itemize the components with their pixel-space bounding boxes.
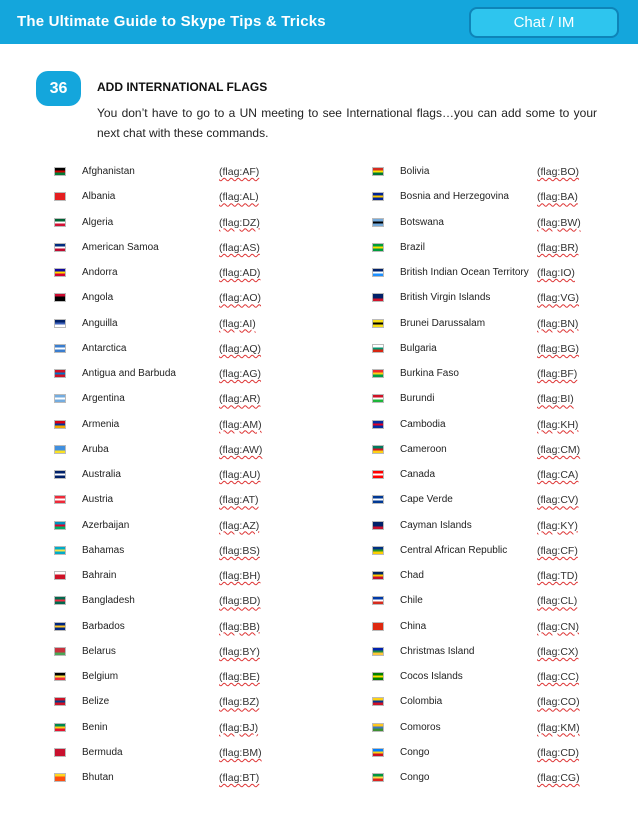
flag-command: (flag:TD) (537, 570, 578, 582)
flag-command: (flag:BZ) (219, 696, 260, 709)
flag-icon (54, 218, 66, 227)
flag-command: (flag:AQ) (219, 342, 262, 355)
flag-icon (54, 596, 66, 605)
flag-icon (372, 394, 384, 403)
country-name: Chile (400, 595, 423, 607)
flag-icon (54, 470, 66, 479)
flag-command: (flag:BT) (219, 772, 260, 784)
flag-command: (flag:AO) (219, 292, 262, 305)
flag-icon (54, 521, 66, 530)
flag-icon (54, 344, 66, 353)
country-name: Central African Republic (400, 544, 508, 556)
flag-command: (flag:BR) (537, 241, 579, 254)
flag-icon (54, 546, 66, 555)
country-name: American Samoa (82, 241, 159, 253)
flag-command: (flag:AZ) (219, 519, 260, 532)
flag-icon (372, 268, 384, 277)
flag-icon (54, 773, 66, 782)
flag-command: (flag:DZ) (219, 216, 260, 229)
flag-command: (flag:AR) (219, 393, 261, 406)
flag-command: (flag:AT) (219, 494, 259, 507)
flag-command: (flag:BN) (537, 317, 579, 330)
flag-command: (flag:BB) (219, 620, 260, 633)
flag-icon (372, 445, 384, 454)
flag-command: (flag:AW) (219, 443, 263, 456)
flag-list-left (54, 166, 294, 803)
flag-command: (flag:AF) (219, 166, 260, 178)
country-name: Christmas Island (400, 645, 475, 657)
flag-command: (flag:BD) (219, 595, 261, 608)
country-name: Colombia (400, 696, 443, 708)
country-name: Cayman Islands (400, 519, 472, 531)
flag-command: (flag:AS) (219, 241, 260, 254)
flag-icon (372, 293, 384, 302)
guide-title: The Ultimate Guide to Skype Tips & Tricks (17, 13, 326, 30)
country-name: Angola (82, 292, 114, 304)
country-name: Benin (82, 721, 108, 733)
flag-icon (372, 571, 384, 580)
country-name: Brazil (400, 241, 426, 253)
flag-icon (54, 243, 66, 252)
flag-command: (flag:BS) (219, 544, 260, 557)
country-name: Bolivia (400, 166, 430, 177)
flag-command: (flag:BH) (219, 570, 261, 582)
country-name: Andorra (82, 267, 118, 278)
flag-icon (372, 773, 384, 782)
flag-command: (flag:BM) (219, 746, 262, 759)
tip-title: ADD INTERNATIONAL FLAGS (97, 80, 268, 94)
flag-icon (54, 495, 66, 504)
country-name: Cape Verde (400, 494, 453, 506)
country-name: Brunei Darussalam (400, 317, 486, 329)
flag-icon (54, 748, 66, 757)
country-name: Armenia (82, 418, 120, 430)
country-name: Bosnia and Herzegovina (400, 191, 509, 203)
flag-icon (372, 243, 384, 252)
flag-icon (372, 369, 384, 378)
country-name: Cocos Islands (400, 671, 463, 682)
flag-command: (flag:KH) (537, 418, 579, 431)
country-name: Bahrain (82, 570, 117, 581)
flag-icon (372, 167, 384, 176)
country-name: Bermuda (82, 746, 123, 758)
flag-icon (54, 723, 66, 732)
flag-command: (flag:BY) (219, 645, 260, 658)
flag-icon (54, 268, 66, 277)
flag-icon (372, 748, 384, 757)
country-name: Aruba (82, 443, 109, 455)
country-name: Argentina (82, 393, 125, 405)
country-name: Austria (82, 494, 114, 506)
flag-icon (372, 672, 384, 681)
flag-icon (372, 622, 384, 631)
country-name: Congo (400, 746, 430, 758)
flag-command: (flag:CF) (537, 544, 578, 557)
flag-icon (54, 420, 66, 429)
country-name: Canada (400, 469, 436, 480)
country-name: Bahamas (82, 544, 125, 556)
flag-icon (372, 420, 384, 429)
country-name: Barbados (82, 620, 125, 632)
flag-icon (54, 167, 66, 176)
country-name: China (400, 620, 427, 632)
flag-icon (54, 319, 66, 328)
flag-icon (54, 697, 66, 706)
flag-command: (flag:BJ) (219, 721, 259, 734)
flag-command: (flag:VG) (537, 292, 580, 305)
flag-icon (54, 571, 66, 580)
page-header (0, 0, 638, 44)
flag-command: (flag:AD) (219, 267, 261, 279)
country-name: Cameroon (400, 443, 447, 455)
country-name: Albania (82, 191, 116, 203)
flag-icon (54, 394, 66, 403)
country-name: Burundi (400, 393, 435, 405)
country-name: Belgium (82, 671, 119, 682)
flag-icon (372, 521, 384, 530)
flag-command: (flag:AI) (219, 317, 256, 330)
country-name: Azerbaijan (82, 519, 130, 531)
flag-icon (372, 192, 384, 201)
flag-icon (54, 672, 66, 681)
flag-icon (54, 622, 66, 631)
country-name: Bangladesh (82, 595, 135, 607)
flag-command: (flag:BO) (537, 166, 580, 178)
flag-icon (372, 470, 384, 479)
flag-command: (flag:CG) (537, 772, 580, 784)
flag-command: (flag:CA) (537, 469, 579, 481)
country-name: Chad (400, 570, 424, 581)
flag-command: (flag:CL) (537, 595, 578, 608)
country-name: Algeria (82, 216, 114, 228)
flag-command: (flag:CX) (537, 645, 579, 658)
flag-icon (372, 218, 384, 227)
flag-icon (54, 647, 66, 656)
flag-command: (flag:BA) (537, 191, 578, 204)
flag-icon (54, 293, 66, 302)
country-name: Cambodia (400, 418, 446, 430)
flag-icon (372, 319, 384, 328)
section-tab-chat-im[interactable]: Chat / IM (469, 7, 619, 38)
country-name: Belarus (82, 645, 116, 657)
flag-command: (flag:KM) (537, 721, 580, 734)
flag-row (54, 772, 294, 803)
flag-icon (372, 723, 384, 732)
flag-icon (372, 647, 384, 656)
flag-command: (flag:CC) (537, 671, 580, 683)
flag-command: (flag:CM) (537, 443, 581, 456)
flag-command: (flag:CO) (537, 696, 580, 709)
country-name: Belize (82, 696, 110, 708)
country-name: Antigua and Barbuda (82, 368, 176, 379)
flag-icon (54, 192, 66, 201)
flag-command: (flag:CN) (537, 620, 580, 633)
country-name: Antarctica (82, 342, 127, 354)
country-name: Comoros (400, 721, 441, 733)
flag-command: (flag:AG) (219, 368, 262, 380)
flag-icon (372, 697, 384, 706)
flag-icon (372, 344, 384, 353)
flag-command: (flag:BW) (537, 216, 581, 229)
flag-command: (flag:BI) (537, 393, 574, 406)
flag-icon (372, 596, 384, 605)
flag-command: (flag:CV) (537, 494, 579, 507)
country-name: Australia (82, 469, 121, 480)
country-name: Botswana (400, 216, 444, 228)
country-name: Burkina Faso (400, 368, 459, 379)
flag-icon (372, 495, 384, 504)
country-name: Afghanistan (82, 166, 135, 177)
flag-command: (flag:AM) (219, 418, 262, 431)
flag-command: (flag:BF) (537, 368, 578, 380)
country-name: Congo (400, 772, 430, 783)
flag-icon (372, 546, 384, 555)
tip-description: You don’t have to go to a UN meeting to see International flags…you can add some to your next chat with these commands. (97, 106, 597, 140)
country-name: Anguilla (82, 317, 118, 329)
flag-command: (flag:KY) (537, 519, 578, 532)
flag-command: (flag:AU) (219, 469, 261, 481)
flag-row (372, 772, 612, 803)
country-name: Bhutan (82, 772, 114, 783)
country-name: British Virgin Islands (400, 292, 491, 304)
country-name: British Indian Ocean Territory (400, 267, 529, 278)
flag-icon (54, 369, 66, 378)
flag-command: (flag:BG) (537, 342, 580, 355)
flag-icon (54, 445, 66, 454)
flag-list-right (372, 166, 612, 803)
country-name: Bulgaria (400, 342, 437, 354)
flag-command: (flag:CD) (537, 746, 580, 759)
flag-command: (flag:AL) (219, 191, 259, 204)
tip-number-badge: 36 (36, 71, 81, 106)
flag-command: (flag:BE) (219, 671, 260, 683)
flag-command: (flag:IO) (537, 267, 575, 279)
